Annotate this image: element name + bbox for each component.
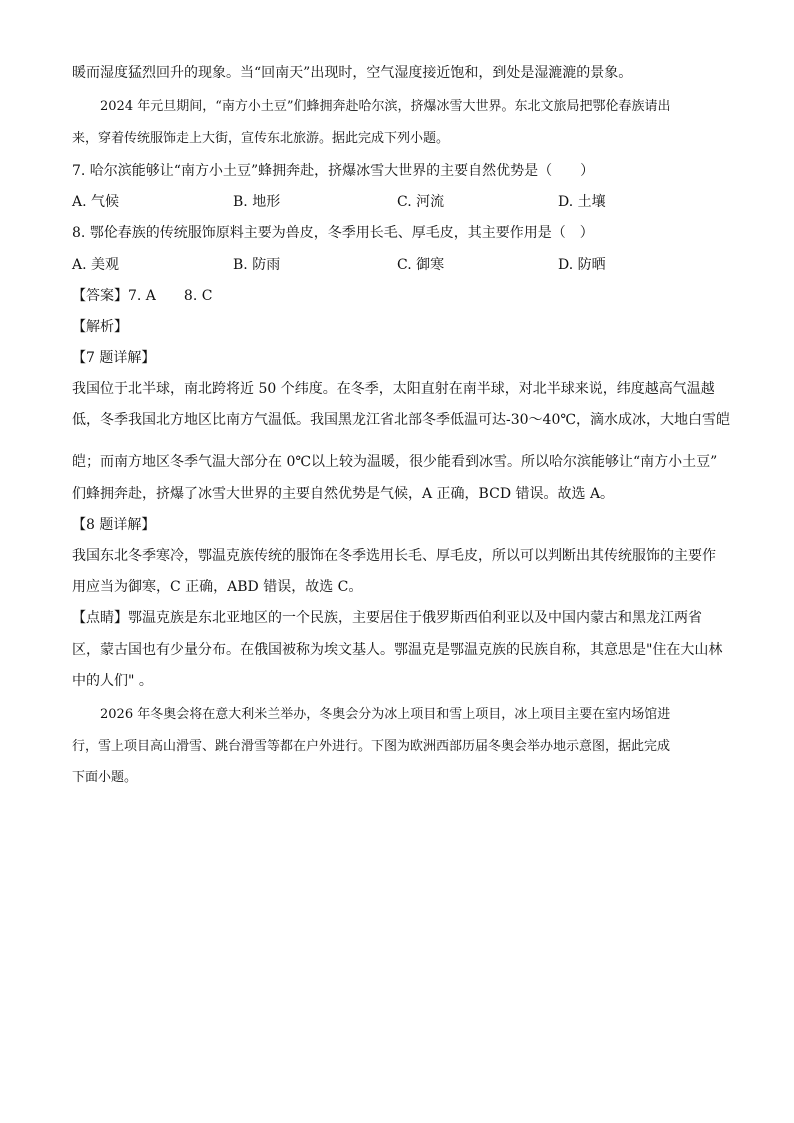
answer-tag: 【答案】 [72, 288, 128, 304]
question-7-option-d: D. 土壤 [558, 194, 606, 210]
intro-text-end: 暖而湿度猛烈回升的现象。当“回南天”出现时，空气湿度接近饱和，到处是湿漉漉的景象。 [72, 65, 633, 81]
detail-7-line-4: 们蜂拥奔赴，挤爆了冰雪大世界的主要自然优势是气候，A 正确，BCD 错误。故选 A。 [72, 486, 615, 502]
dianjing-line-2: 区，蒙古国也有少量分布。在俄国被称为埃文基人。鄂温克是鄂温克族的民族自称，其意思是"住在大山林 [72, 642, 723, 658]
question-7-stem: 7. 哈尔滨能够让“南方小土豆”蜂拥奔赴，挤爆冰雪大世界的主要自然优势是（ ） [72, 163, 595, 179]
question-7-option-a: A. 气候 [72, 194, 120, 210]
detail-7-tag: 【7 题详解】 [72, 350, 156, 366]
detail-7-line-1: 我国位于北半球，南北跨将近 50 个纬度。在冬季，太阳直射在南半球，对北半球来说，纬度越高气温越 [72, 381, 715, 397]
dianjing-tag: 【点睛】 [72, 610, 128, 626]
material-1-line-1: 2024 年元旦期间，“南方小土豆”们蜂拥奔赴哈尔滨，挤爆冰雪大世界。东北文旅局把鄂伦春族请出 [100, 99, 671, 114]
material-1-line-2: 来，穿着传统服饰走上大街，宣传东北旅游。据此完成下列小题。 [72, 131, 450, 146]
question-8-option-d: D. 防晒 [558, 257, 606, 273]
detail-8-line-2: 用应当为御寒，C 正确，ABD 错误，故选 C。 [72, 579, 363, 595]
answer-text: 7. A 8. C [128, 288, 213, 304]
question-8-option-a: A. 美观 [72, 257, 120, 273]
material-2-line-1: 2026 年冬奥会将在意大利米兰举办，冬奥会分为冰上项目和雪上项目，冰上项目主要在室内场馆进 [100, 707, 671, 722]
question-8-option-b: B. 防雨 [233, 257, 281, 273]
detail-8-line-1: 我国东北冬季寒冷，鄂温克族传统的服饰在冬季选用长毛、厚毛皮，所以可以判断出其传统服饰的主要作 [72, 548, 716, 564]
question-7-option-b: B. 地形 [233, 194, 281, 210]
dianjing-text-1: 鄂温克族是东北亚地区的一个民族，主要居住于俄罗斯西伯利亚以及中国内蒙古和黑龙江两省 [128, 610, 702, 626]
answer-line [72, 286, 212, 306]
dianjing-line-1 [72, 608, 702, 628]
detail-8-tag: 【8 题详解】 [72, 517, 156, 533]
material-2-line-2: 行，雪上项目高山滑雪、跳台滑雪等都在户外进行。下图为欧洲西部历届冬奥会举办地示意图，据此完成 [72, 739, 671, 754]
dianjing-line-3: 中的人们" 。 [72, 673, 153, 689]
question-8-stem: 8. 鄂伦春族的传统服饰原料主要为兽皮，冬季用长毛、厚毛皮，其主要作用是（ ） [72, 225, 594, 241]
detail-7-line-3: 皑；而南方地区冬季气温大部分在 0℃以上较为温暖，很少能看到冰雪。所以哈尔滨能够让“南方小土豆” [72, 454, 718, 470]
question-8-option-c: C. 御寒 [397, 257, 445, 273]
question-7-option-c: C. 河流 [397, 194, 445, 210]
analysis-tag: 【解析】 [72, 319, 128, 335]
detail-7-line-2: 低，冬季我国北方地区比南方气温低。我国黑龙江省北部冬季低温可达-30～40℃，滴水成冰，大地白雪皑 [72, 412, 731, 428]
material-2-line-3: 下面小题。 [72, 770, 138, 785]
